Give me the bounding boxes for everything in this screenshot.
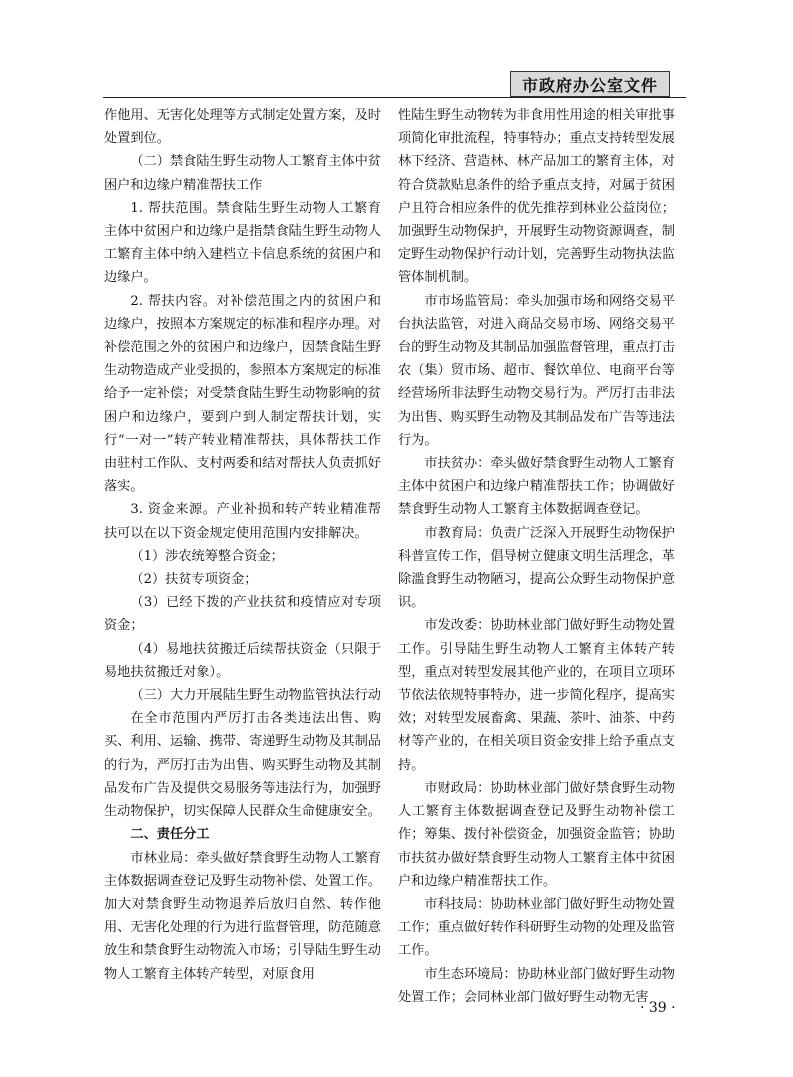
paragraph: 市生态环境局：协助林业部门做好野生动物处置工作；会同林业部门做好野生动物无害 <box>398 966 675 1005</box>
paragraph: 市发改委：协助林业部门做好野生动物处置工作。引导陆生野生动物人工繁育主体转产转型，重点对转型发展其他产业的，在项目立项环节依法依规特事特办，进一步简化程序，提高实效；对转型发展畜禽、果蔬、茶叶、油茶、中药材等产业的，在相关项目资金安排上给予重点支持。 <box>398 618 675 773</box>
paragraph: 2. 帮扶内容。对补偿范围之内的贫困户和边缘户，按照本方案规定的标准和程序办理。对补偿范围之外的贫困户和边缘户，因禁食陆生野生动物造成产业受损的，参照本方案规定的标准给予一定补偿；对受禁食陆生野生动物影响的贫困户和边缘户，要到户到人制定帮扶计划，实行“一对一”转产转业精准帮扶，具体帮扶工作由驻村工作队、支村两委和结对帮扶人负责抓好落实。 <box>104 293 381 495</box>
document-header-title: 市政府办公室文件 <box>510 71 670 97</box>
paragraph: （4）易地扶贫搬迁后续帮扶资金（只限于易地扶贫搬迁对象）。 <box>104 641 381 680</box>
paragraph: （2）扶贫专项资金； <box>130 572 258 588</box>
paragraph: 二、责任分工 <box>130 827 210 843</box>
paragraph: 3. 资金来源。产业补损和转产转业精准帮扶可以在以下资金规定使用范围内安排解决。 <box>104 502 381 541</box>
paragraph: （三）大力开展陆生野生动物监管执法行动 <box>130 688 381 704</box>
paragraph: 市市场监管局：牵头加强市场和网络交易平台执法监管，对进入商品交易市场、网络交易平台的野生动物及其制品加强监督管理，重点打击农（集）贸市场、超市、餐饮单位、电商平台等经营场所非法野生动物交易行为。严厉打击非法为出售、购买野生动物及其制品发布广告等违法行为。 <box>398 293 675 448</box>
right-text-column <box>398 104 675 1009</box>
paragraph: 市林业局：牵头做好禁食野生动物人工繁育主体数据调查登记及野生动物补偿、处置工作。加大对禁食野生动物退养后放归自然、转作他用、无害化处理的行为进行监督管理，防范随意放生和禁食野生动物流入市场；引导陆生野生动物人工繁育主体转产转型，对原食用 <box>104 850 381 982</box>
paragraph: （二）禁食陆生野生动物人工繁育主体中贫困户和边缘户精准帮扶工作 <box>104 154 381 193</box>
paragraph: 性陆生野生动物转为非食用性用途的相关审批事项简化审批流程，特事特办；重点支持转型发展林下经济、营造林、林产品加工的繁育主体，对符合贷款贴息条件的给予重点支持，对属于贫困户且符合相应条件的优先推荐到林业公益岗位；加强野生动物保护，开展野生动物资源调查，制定野生动物保护行动计划，完善野生动物执法监管体制机制。 <box>398 108 675 286</box>
paragraph: 作他用、无害化处理等方式制定处置方案，及时处置到位。 <box>104 108 381 147</box>
left-text-column <box>104 104 381 986</box>
paragraph: 市财政局：协助林业部门做好禁食野生动物人工繁育主体数据调查登记及野生动物补偿工作；筹集、拨付补偿资金，加强资金监管；协助市扶贫办做好禁食野生动物人工繁育主体中贫困户和边缘户精准帮扶工作。 <box>398 780 675 889</box>
paragraph: 市教育局：负责广泛深入开展野生动物保护科普宣传工作，倡导树立健康文明生活理念，革除滥食野生动物陋习，提高公众野生动物保护意识。 <box>398 525 675 611</box>
paragraph: 市科技局：协助林业部门做好野生动物处置工作；重点做好转作科研野生动物的处理及监管工作。 <box>398 896 675 959</box>
header-divider <box>103 97 686 98</box>
paragraph: 1. 帮扶范围。禁食陆生野生动物人工繁育主体中贫困户和边缘户是指禁食陆生野生动物人工繁育主体中纳入建档立卡信息系统的贫困户和边缘户。 <box>104 200 381 286</box>
paragraph: 市扶贫办：牵头做好禁食野生动物人工繁育主体中贫困户和边缘户精准帮扶工作；协调做好禁食野生动物人工繁育主体数据调查登记。 <box>398 456 675 518</box>
page-number: · 39 · <box>640 1000 676 1016</box>
paragraph: 在全市范围内严厉打击各类违法出售、购买、利用、运输、携带、寄递野生动物及其制品的行为，严厉打击为出售、购买野生动物及其制品发布广告及提供交易服务等违法行为，加强野生动物保护，切实保障人民群众生命健康安全。 <box>104 711 381 820</box>
paragraph: （3）已经下拨的产业扶贫和疫情应对专项资金； <box>104 595 381 634</box>
paragraph: （1）涉农统筹整合资金； <box>130 548 284 564</box>
